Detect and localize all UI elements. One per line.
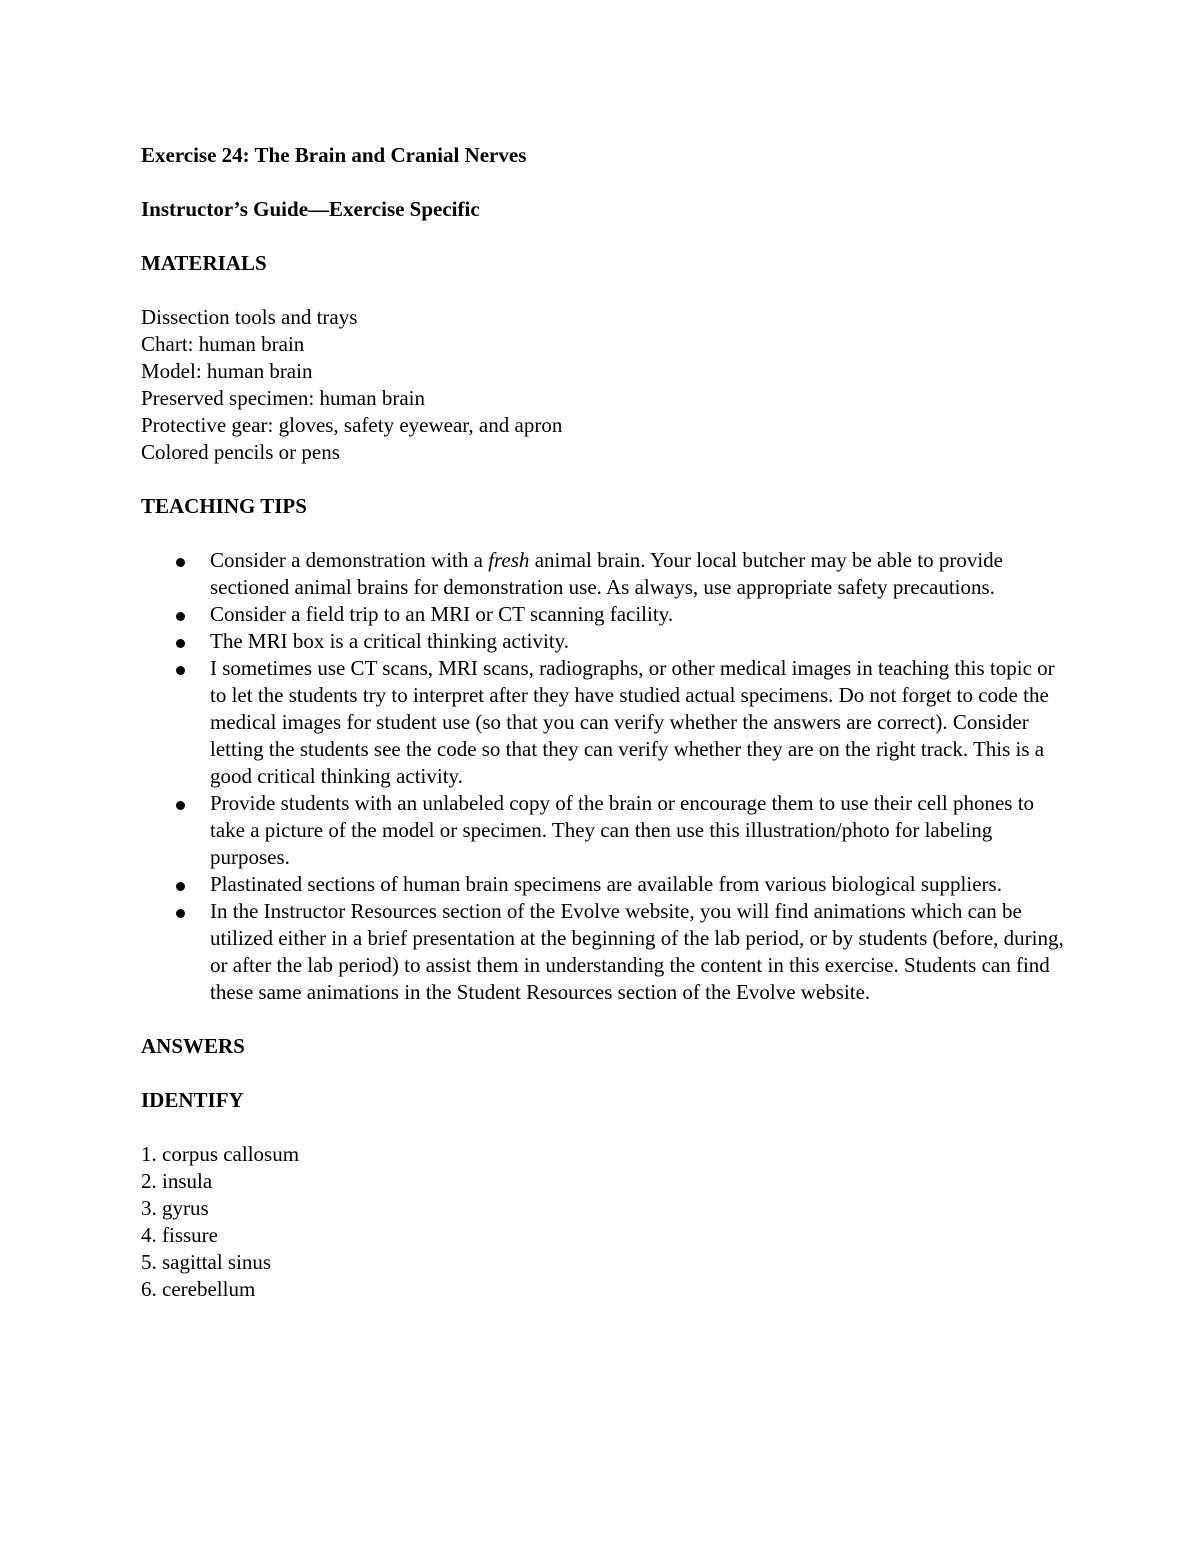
teaching-tip-text: I sometimes use CT scans, MRI scans, radiographs, or other medical images in teaching this topic or to let the students try to interpret after they have studied actual specimens. Do not forget to code the medical images for student use (so that you can verify whether the answers are correct). Consider letting the students see the code so that they can verify whether they are on the right track. This is a good critical thinking activity. bbox=[210, 656, 1055, 788]
bullet-icon bbox=[176, 909, 185, 918]
spacer bbox=[141, 520, 1071, 547]
document-title: Exercise 24: The Brain and Cranial Nerves bbox=[141, 143, 527, 167]
materials-item: Colored pencils or pens bbox=[141, 440, 340, 464]
spacer bbox=[141, 277, 1071, 304]
materials-heading: MATERIALS bbox=[141, 251, 267, 275]
document-subtitle: Instructor’s Guide—Exercise Specific bbox=[141, 197, 480, 221]
answer-item: 5. sagittal sinus bbox=[141, 1250, 272, 1274]
teaching-tip-item bbox=[141, 655, 1071, 790]
spacer bbox=[141, 1060, 1071, 1087]
answer-item: 6. cerebellum bbox=[141, 1277, 256, 1301]
teaching-tip-item bbox=[141, 547, 1071, 601]
answer-item: 3. gyrus bbox=[141, 1196, 209, 1220]
tip-text-part: animal brain. Your local butcher may be able to provide sectioned animal brains for demonstration use. As always, use appropriate safety precautions. bbox=[210, 548, 1003, 599]
teaching-tip-text bbox=[210, 547, 1070, 601]
answer-item: 2. insula bbox=[141, 1169, 213, 1193]
identify-answers-list bbox=[141, 1141, 1071, 1303]
bullet-icon bbox=[176, 558, 185, 567]
bullet-icon bbox=[176, 801, 185, 810]
materials-item: Model: human brain bbox=[141, 359, 313, 383]
identify-heading: IDENTIFY bbox=[141, 1088, 244, 1112]
spacer bbox=[141, 466, 1071, 493]
teaching-tip-item bbox=[141, 790, 1071, 871]
tip-text-part: Consider a demonstration with a bbox=[210, 548, 489, 572]
teaching-tip-item bbox=[141, 601, 1071, 628]
materials-list bbox=[141, 304, 1071, 466]
materials-item: Chart: human brain bbox=[141, 332, 305, 356]
teaching-tip-text: Plastinated sections of human brain specimens are available from various biological suppliers. bbox=[210, 872, 1002, 896]
answers-heading: ANSWERS bbox=[141, 1034, 245, 1058]
teaching-tips-heading: TEACHING TIPS bbox=[141, 494, 307, 518]
document-page bbox=[141, 142, 1071, 1303]
materials-item: Dissection tools and trays bbox=[141, 305, 358, 329]
bullet-icon bbox=[176, 882, 185, 891]
answer-item: 4. fissure bbox=[141, 1223, 218, 1247]
teaching-tip-text: In the Instructor Resources section of the Evolve website, you will find animations which can be utilized either in a brief presentation at the beginning of the lab period, or by students (before, during, or after the lab period) to assist them in understanding the content in this exercise. Students can find these same animations in the Student Resources section of the Evolve website. bbox=[210, 899, 1064, 1004]
bullet-icon bbox=[176, 666, 185, 675]
materials-item: Protective gear: gloves, safety eyewear, and apron bbox=[141, 413, 563, 437]
teaching-tip-text: The MRI box is a critical thinking activity. bbox=[210, 629, 570, 653]
answer-item: 1. corpus callosum bbox=[141, 1142, 300, 1166]
spacer bbox=[141, 1006, 1071, 1033]
spacer bbox=[141, 223, 1071, 250]
teaching-tip-text: Provide students with an unlabeled copy of the brain or encourage them to use their cell phones to take a picture of the model or specimen. They can then use this illustration/photo for labeling purposes. bbox=[210, 791, 1035, 869]
teaching-tip-item bbox=[141, 871, 1071, 898]
spacer bbox=[141, 1114, 1071, 1141]
teaching-tip-item bbox=[141, 628, 1071, 655]
spacer bbox=[141, 169, 1071, 196]
tip-emphasis: fresh bbox=[488, 548, 530, 572]
teaching-tips-list bbox=[141, 547, 1071, 1006]
teaching-tip-item bbox=[141, 898, 1071, 1006]
bullet-icon bbox=[176, 639, 185, 648]
teaching-tip-text: Consider a field trip to an MRI or CT scanning facility. bbox=[210, 602, 674, 626]
bullet-icon bbox=[176, 612, 185, 621]
materials-item: Preserved specimen: human brain bbox=[141, 386, 425, 410]
